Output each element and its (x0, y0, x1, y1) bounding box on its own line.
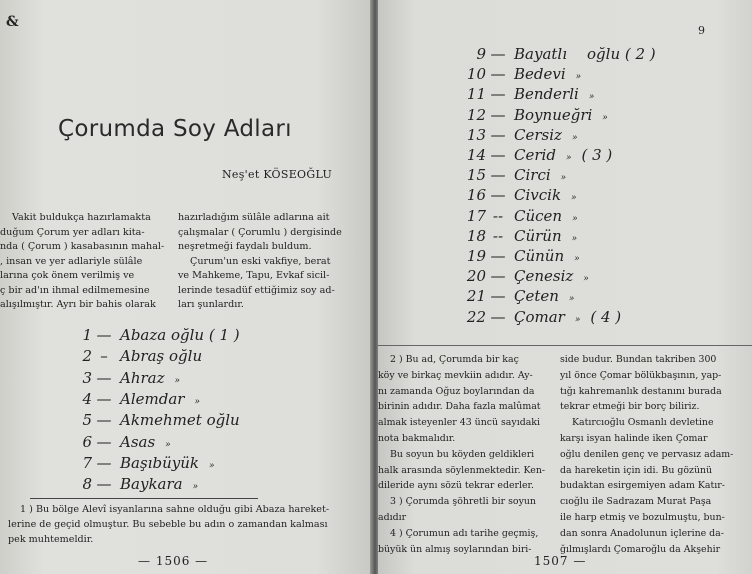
entry-dash: — (96, 432, 112, 451)
entry-name: Civcik (514, 186, 562, 205)
entry-name: Çomar (514, 307, 565, 326)
ditto-mark: » (571, 233, 578, 244)
ditto-mark: » (194, 396, 200, 407)
entry-number: 4 (82, 389, 92, 408)
entry-dash: — (96, 411, 112, 430)
entry-name: Asas (120, 432, 156, 451)
ditto-mark: » (574, 254, 580, 264)
surname-entry (464, 45, 656, 63)
entry-name: Başıbüyük (120, 453, 199, 472)
notes-column-1 (378, 352, 546, 557)
corner-number: 9 (698, 24, 705, 37)
ditto-mark: » (575, 72, 582, 83)
footnote (8, 502, 338, 547)
entry-name: Ahraz (120, 368, 165, 387)
entry-name: Benderli (514, 85, 579, 104)
ditto-mark: » (588, 92, 595, 103)
entry-number: 3 (82, 368, 92, 387)
footnote-line: lerine de geçid olmuştur. Bu sebeble bu adın o zamandan kalması (8, 519, 328, 530)
entry-dash: — (96, 475, 112, 494)
entry-name: Çenesiz (514, 267, 574, 286)
note-line: büyük ün almış soylarından biri- (378, 543, 532, 555)
note-line: birinin adıdır. Daha fazla malûmat (378, 401, 541, 413)
entry-name: Boynueğri (514, 105, 593, 124)
text-line: neşretmeği faydalı buldum. (178, 241, 312, 252)
entry-note: oğlu ( 2 ) (587, 45, 656, 63)
ditto-mark: » (560, 173, 567, 184)
entry-name: Alemdar (120, 389, 185, 408)
entry-dash: — (490, 125, 506, 144)
entry-number: 19 (466, 247, 486, 265)
text-line: ve Mahkeme, Tapu, Evkaf sicil- (178, 270, 330, 281)
note-line: 4 ) Çorumun adı tarihe geçmiş, (390, 527, 539, 539)
surname-entry (464, 186, 587, 204)
right-page (378, 0, 752, 574)
entry-number: 11 (466, 85, 486, 104)
entry-dash: — (490, 45, 506, 63)
entry-dash: – (100, 347, 108, 366)
ditto-mark: » (571, 132, 578, 143)
ditto-mark: » (568, 294, 575, 305)
ditto-mark: » (165, 439, 171, 450)
entry-number: 9 (476, 45, 486, 63)
text-line: Çurum'un eski vakfiye, berat (190, 255, 331, 267)
surname-entry (464, 166, 576, 184)
entry-number: 1 (82, 326, 92, 344)
note-line: 2 ) Bu ad, Çorumda bir kaç (390, 354, 519, 365)
note-line: nota bakmalıdır. (378, 432, 456, 444)
surname-entry (70, 454, 214, 472)
surname-entry (70, 411, 250, 429)
entry-number: 18 (466, 226, 486, 245)
entry-dash: — (490, 186, 506, 205)
surname-entry (464, 65, 591, 83)
note-line: 3 ) Çorumda şöhretli bir soyun (390, 496, 536, 508)
entry-dash: — (490, 65, 506, 84)
entry-number: 7 (82, 453, 92, 472)
text-line: , insan ve yer adlariyle sülâle (0, 255, 143, 267)
surname-entry (70, 475, 198, 493)
note-line: adıdır (378, 511, 407, 523)
footnote-line: pek muhtemeldir. (8, 534, 94, 545)
surname-entry (70, 369, 180, 387)
entry-number: 6 (82, 432, 92, 451)
left-page (0, 0, 372, 574)
note-line: nı zamanda Oğuz boylarından da (378, 385, 535, 397)
footnote-divider (30, 498, 258, 499)
surname-entry (464, 146, 612, 164)
entry-number: 15 (466, 166, 486, 185)
entry-number: 12 (466, 105, 486, 124)
entry-dash: — (490, 105, 506, 124)
entry-note: ( 4 ) (590, 307, 622, 326)
note-line: dileride aynı sözü tekrar ederler. (378, 480, 534, 492)
entry-note: ( 3 ) (581, 146, 613, 164)
ditto-mark: » (565, 153, 572, 163)
entry-number: 20 (466, 267, 486, 286)
entry-name: Çeten (514, 287, 559, 306)
entry-name: Cünün (514, 247, 565, 265)
surname-entry (464, 106, 618, 124)
ditto-mark: » (571, 193, 577, 204)
surname-entry (70, 326, 250, 344)
note-line: tığı kahremanlık destanını burada (560, 385, 722, 397)
page-number: — 1506 — (138, 554, 209, 568)
note-line: ile harp etmiş ve bozulmuştu, bun- (560, 511, 725, 523)
entry-dash: — (96, 389, 112, 408)
author-name: Neş'et KÖSEOĞLU (222, 168, 333, 181)
entry-name: Circi (514, 166, 551, 185)
entry-number: 21 (466, 287, 486, 306)
entry-name: Abaza oğlu ( 1 ) (120, 326, 240, 344)
text-line: duğum Çorum yer adları kita- (0, 226, 145, 238)
ditto-mark: » (174, 375, 181, 386)
entry-dash: -- (492, 226, 504, 245)
surname-entry (464, 308, 621, 326)
note-line: ğılmışlardı Çomaroğlu da Akşehir (560, 543, 721, 555)
article-title: Çorumda Soy Adları (58, 116, 292, 142)
entry-number: 16 (466, 186, 486, 205)
text-line: ç bir ad'ın ihmal edilmemesine (0, 284, 150, 296)
text-line: larına çok önem verilmiş ve (0, 270, 135, 281)
note-line: da hareketin için idi. Bu gözünü (560, 464, 713, 476)
entry-name: Cücen (514, 206, 563, 225)
note-line: almak isteyenler 43 üncü sayıdaki (378, 417, 540, 429)
text-line: nda ( Çorum ) kasabasının mahal- (0, 241, 165, 252)
text-line: çalışmalar ( Çorumlu ) dergisinde (178, 226, 342, 238)
entry-dash: -- (492, 206, 504, 225)
surname-entry (70, 433, 171, 451)
note-line: halk arasında söylenmektedir. Ken- (378, 464, 546, 476)
entry-name: Cürün (514, 226, 562, 245)
note-line: yıl önce Çomar bölükbaşının, yap- (560, 369, 722, 381)
entry-number: 5 (82, 411, 92, 430)
entry-name: Abraş oğlu (120, 347, 203, 366)
surname-entry (464, 207, 588, 225)
entry-name: Bayatlı (514, 45, 568, 63)
entry-name: Bedevi (514, 65, 566, 84)
entry-dash: — (490, 247, 506, 265)
ditto-mark: » (572, 213, 578, 224)
surname-entry (464, 267, 599, 285)
entry-dash: — (490, 146, 506, 164)
note-line: cıoğlu ile Sadrazam Murat Paşa (560, 496, 712, 508)
intro-column-1 (0, 211, 164, 313)
entry-number: 10 (466, 65, 486, 84)
surname-entry (70, 347, 212, 365)
entry-name: Cersiz (514, 125, 562, 144)
surname-entry (464, 126, 587, 144)
text-line: Vakit buldukça hazırlamakta (12, 212, 151, 223)
entry-number: 17 (466, 206, 486, 225)
entry-dash: — (96, 453, 112, 472)
entry-dash: — (490, 307, 506, 326)
surname-entry (464, 247, 590, 265)
text-line: lerinde tesadüf ettiğimiz soy ad- (178, 284, 335, 296)
note-line: Bu soyun bu köyden geldikleri (390, 448, 535, 460)
text-line: hazırladığım sülâle adlarına ait (178, 212, 330, 223)
ditto-mark: » (208, 460, 215, 471)
entry-number: 2 (82, 347, 92, 366)
entry-dash: — (96, 368, 112, 387)
entry-dash: — (490, 267, 506, 286)
note-line: karşı isyan halinde iken Çomar (560, 432, 708, 444)
note-line: side budur. Bundan takriben 300 (560, 354, 717, 365)
ditto-mark: » (192, 482, 199, 493)
entry-number: 13 (466, 125, 486, 144)
section-divider (378, 345, 752, 346)
note-line: Katırcıoğlu Osmanlı devletine (572, 417, 714, 429)
footnote-line: 1 ) Bu bölge Alevî isyanlarına sahne olduğu gibi Abaza hareket- (20, 504, 330, 515)
entry-name: Cerid (514, 146, 556, 164)
surname-entry (464, 85, 604, 103)
entry-dash: — (490, 85, 506, 104)
entry-dash: — (96, 326, 112, 344)
corner-mark: & (6, 14, 19, 30)
page-number: 1507 — (534, 554, 587, 568)
ditto-mark: » (583, 274, 589, 285)
notes-column-2 (560, 352, 734, 557)
entry-number: 14 (466, 146, 486, 164)
ditto-mark: » (602, 112, 608, 123)
note-line: oğlu denilen genç ve pervasız adam- (560, 448, 734, 460)
entry-dash: — (490, 166, 506, 185)
ditto-mark: » (574, 314, 581, 325)
note-line: budaktan esirgemiyen adam Katır- (560, 480, 725, 492)
entry-dash: — (490, 287, 506, 306)
entry-name: Akmehmet oğlu (120, 411, 240, 430)
note-line: köy ve birkaç mevkiin adıdır. Ay- (378, 369, 533, 381)
note-line: tekrar etmeği bir borç biliriz. (560, 401, 700, 413)
surname-entry (464, 287, 584, 305)
surname-entry (70, 390, 200, 408)
entry-number: 22 (466, 307, 486, 326)
intro-column-2 (178, 211, 340, 313)
text-line: alışılmıştır. Ayrı bir bahis olarak (0, 299, 156, 310)
entry-number: 8 (82, 475, 92, 494)
surname-entry (464, 227, 587, 245)
text-line: ları şunlardır. (178, 299, 244, 310)
entry-name: Baykara (120, 475, 183, 494)
note-line: dan sonra Anadolunun içlerine da- (560, 527, 724, 539)
